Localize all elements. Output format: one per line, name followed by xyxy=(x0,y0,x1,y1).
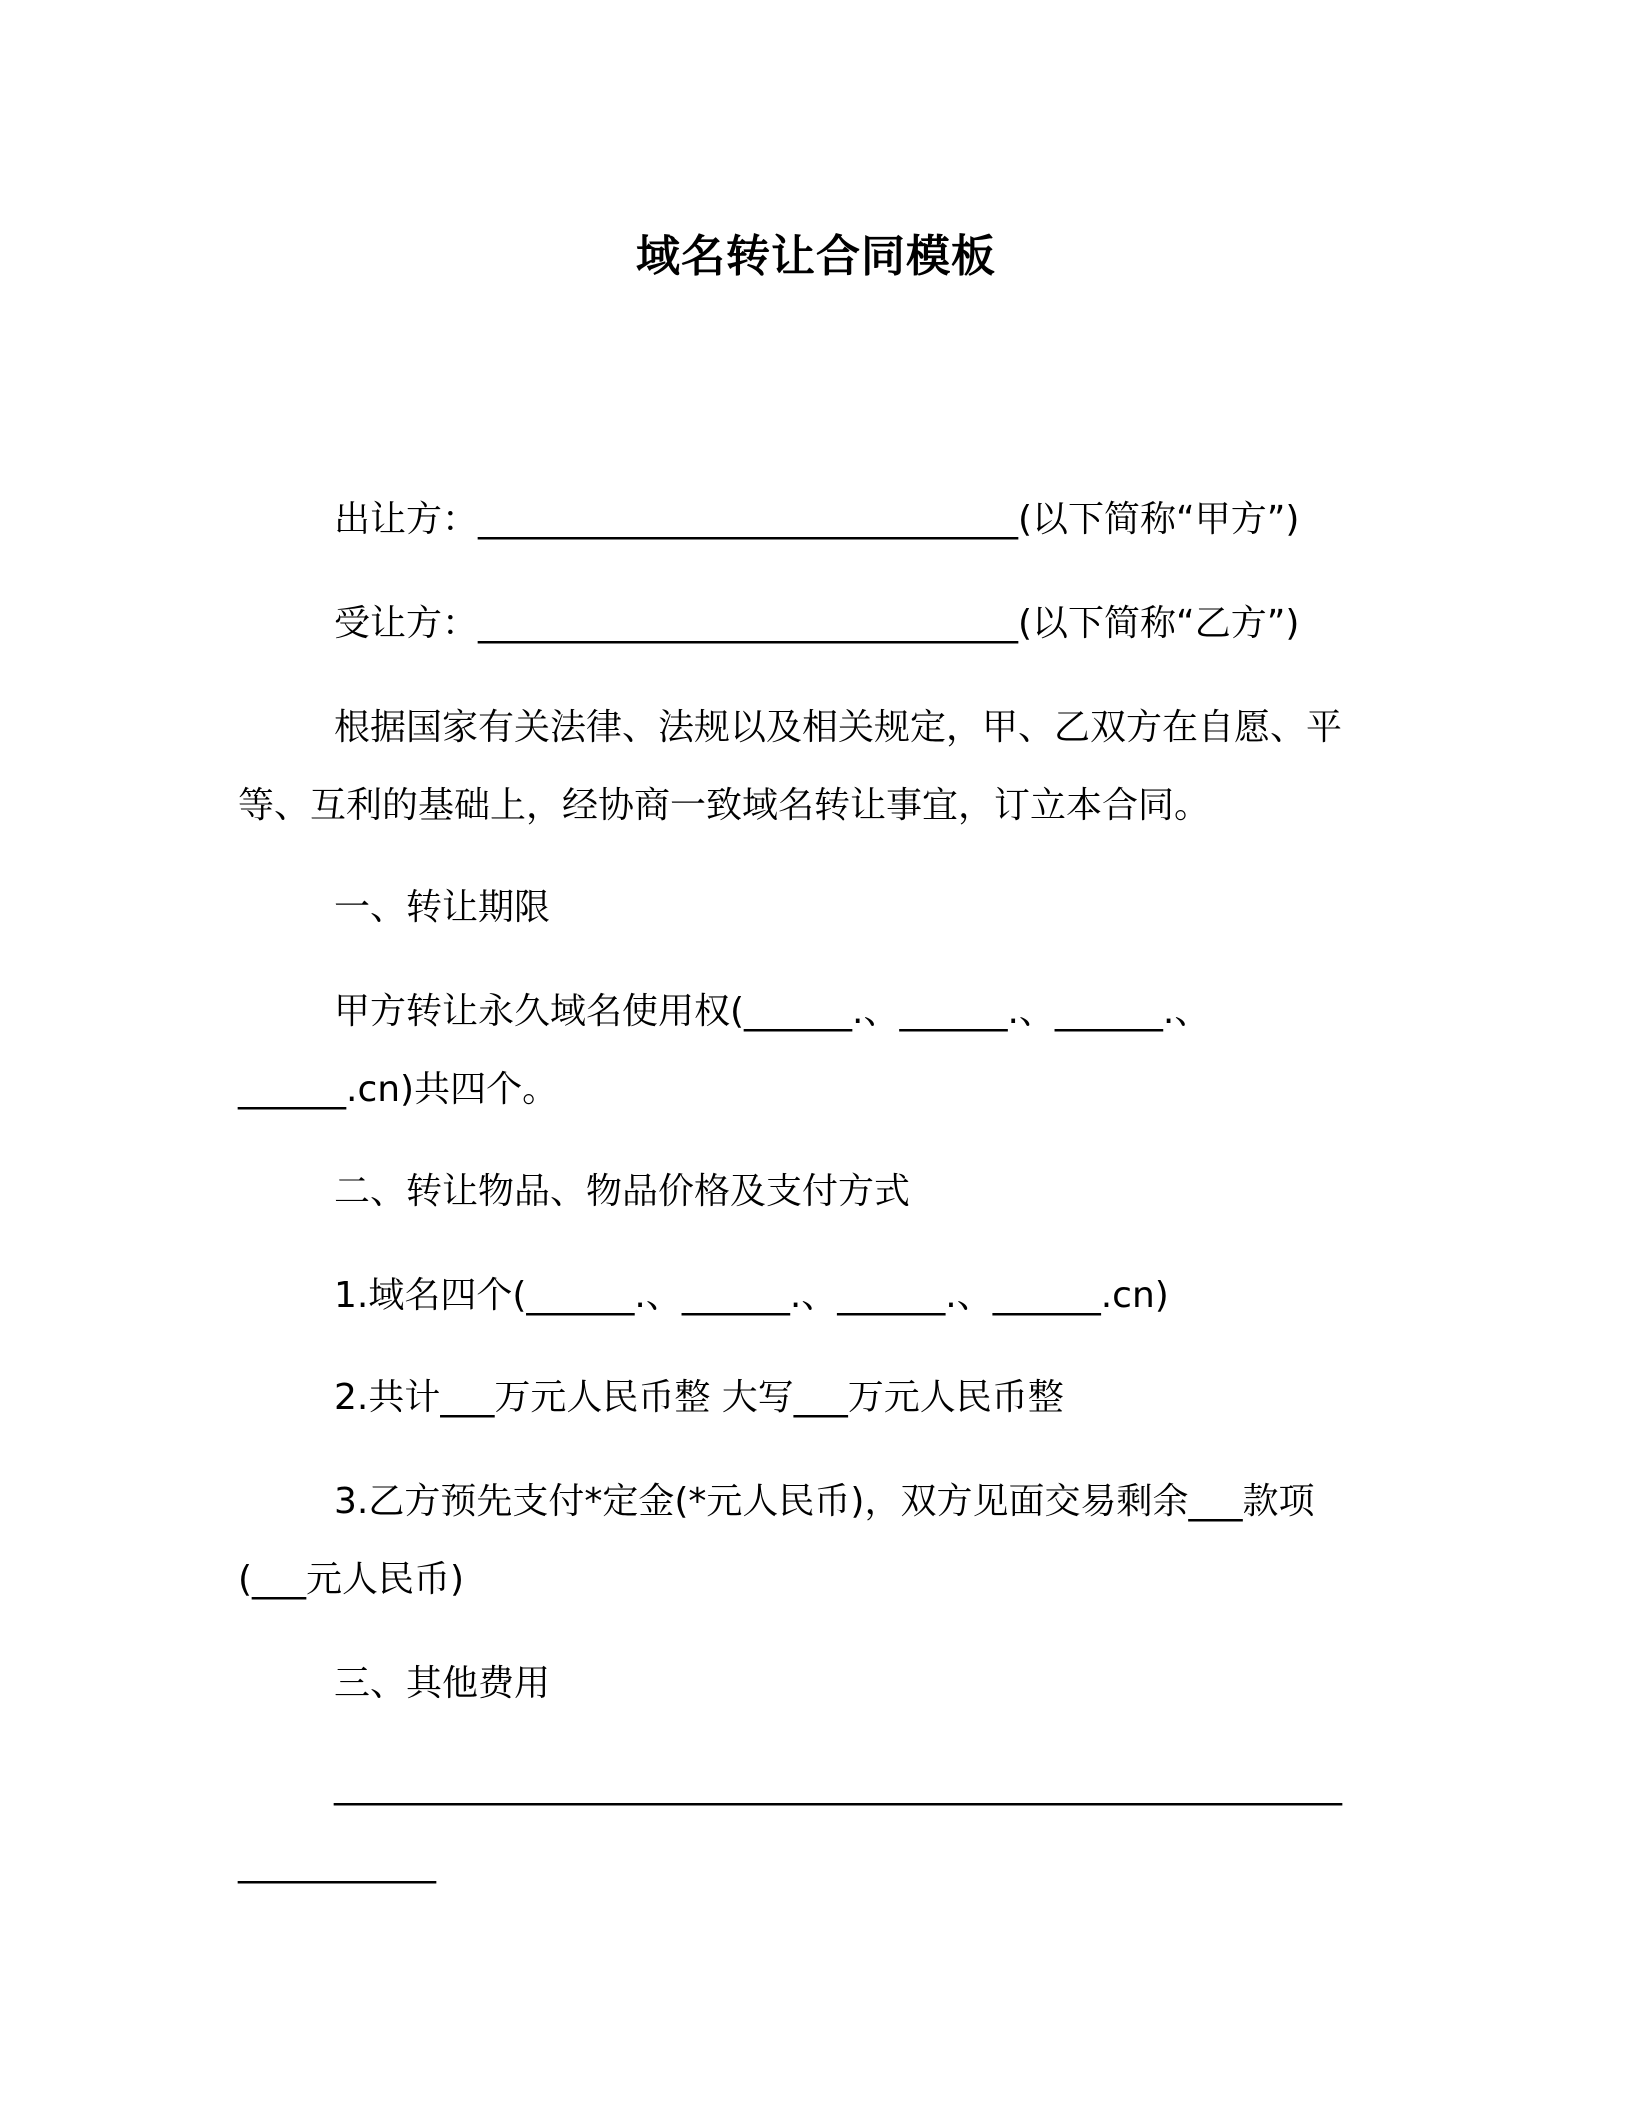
section-1-text-2: ______.cn)共四个。 xyxy=(238,1069,559,1110)
section-2-item-3-line-1: 3.乙方预先支付*定金(*元人民币)，双方见面交易剩余___款项 xyxy=(334,1481,1315,1522)
section-3-heading: 三、其他费用 xyxy=(334,1663,551,1704)
section-2-item-3-line-2: (___元人民币) xyxy=(238,1559,465,1600)
section-1-text-1: 甲方转让永久域名使用权(______.、______.、______.、 xyxy=(334,991,1211,1032)
transferee-line: 受让方：______________________________(以下简称“乙方”) xyxy=(334,603,1300,644)
preamble-line-2: 等、互利的基础上，经协商一致域名转让事宜，订立本合同。 xyxy=(238,785,1211,826)
section-3-blank-line-1: ________________________________________________________ xyxy=(334,1765,1342,1806)
section-2-item-2: 2.共计___万元人民币整 大写___万元人民币整 xyxy=(334,1377,1064,1418)
section-2-item-1: 1.域名四个(______.、______.、______.、______.cn) xyxy=(334,1275,1169,1316)
document-title: 域名转让合同模板 xyxy=(636,231,996,282)
section-3-blank-line-2: ___________ xyxy=(238,1843,436,1884)
section-2-heading: 二、转让物品、物品价格及支付方式 xyxy=(334,1171,911,1212)
preamble-line-1: 根据国家有关法律、法规以及相关规定，甲、乙双方在自愿、平 xyxy=(334,707,1343,748)
section-1-heading: 一、转让期限 xyxy=(334,887,551,928)
transferor-line: 出让方：______________________________(以下简称“甲方”) xyxy=(334,499,1300,540)
